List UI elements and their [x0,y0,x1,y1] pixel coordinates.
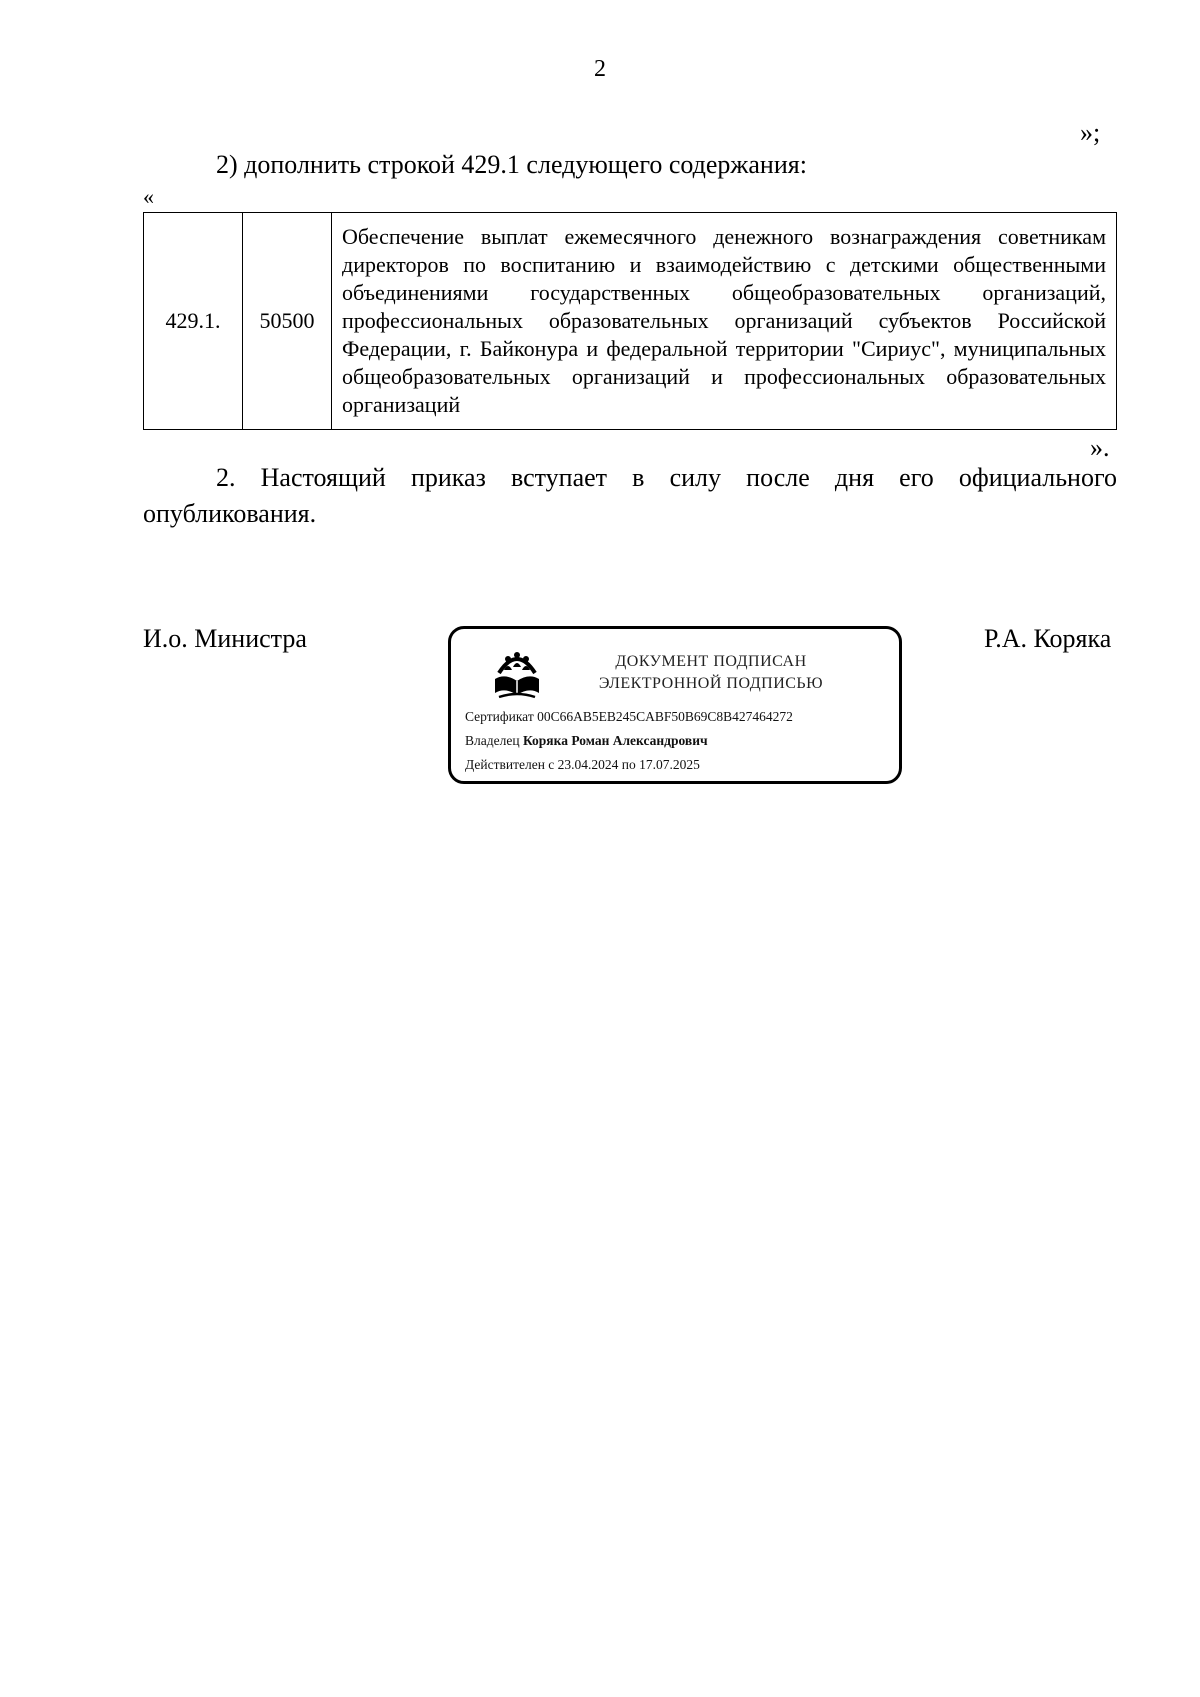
inserted-row-table [143,212,1117,430]
valid-to: 17.07.2025 [639,757,700,772]
effective-date-paragraph: 2. Настоящий приказ вступает в силу после дня его официального опубликования. [143,463,1117,528]
description-cell: Обеспечение выплат ежемесячного денежного вознаграждения советникам директоров по воспитанию и взаимодействию с детскими общественными объединениями государственных общеобразовательных организаций, профессиональных образовательных организаций субъектов Российской Федерации, г. Байконура и федеральной территории "Сириус", муниципальных общеобразовательных организаций и профессиональных образовательных организаций [332,213,1117,430]
amendment-instruction: 2) дополнить строкой 429.1 следующего содержания: [216,150,807,179]
owner-label: Владелец [465,733,520,748]
owner-line [465,733,708,749]
opening-quote-mark: « [143,184,154,209]
table-row [144,213,1117,430]
stamp-heading-line-2: ЭЛЕКТРОННОЙ ПОДПИСЬЮ [598,675,824,692]
stamp-heading-line-1: ДОКУМЕНТ ПОДПИСАН [615,653,807,670]
valid-label: Действителен с [465,757,555,772]
valid-from: 23.04.2024 [557,757,619,772]
validity-line [465,757,700,773]
closing-quote-mark: »; [1080,118,1101,147]
page-number: 2 [594,56,606,82]
certificate-line [465,709,793,725]
valid-to-label: по [621,757,636,772]
ministry-emblem-icon [491,643,543,701]
electronic-signature-stamp [448,626,902,784]
signer-name: Р.А. Коряка [984,624,1112,653]
certificate-value: 00C66AB5EB245CABF50B69C8B427464272 [537,709,793,724]
row-number-cell: 429.1. [144,213,243,430]
closing-quote-mark-2: ». [1090,433,1110,462]
code-cell: 50500 [243,213,332,430]
certificate-label: Сертификат [465,709,534,724]
signer-title: И.о. Министра [143,624,307,653]
owner-value: Коряка Роман Александрович [522,733,708,748]
stamp-heading [561,651,861,695]
